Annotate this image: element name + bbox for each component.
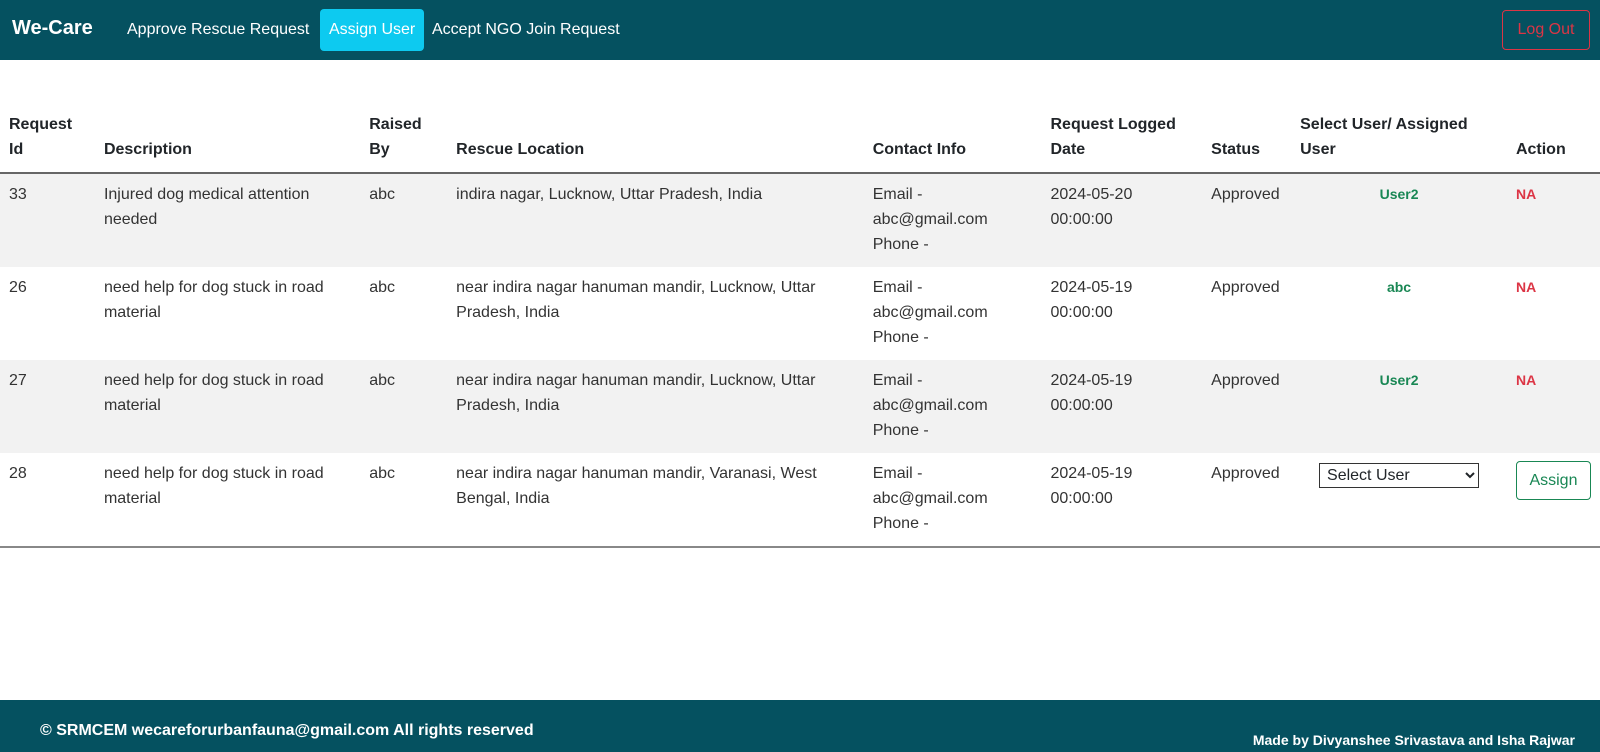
cell-action	[1507, 453, 1600, 547]
header-rescue-location: Rescue Location	[447, 106, 864, 173]
nav-approve-rescue-request[interactable]: Approve Rescue Request	[127, 21, 310, 38]
cell-description: need help for dog stuck in road material	[103, 372, 324, 414]
cell-action	[1507, 173, 1600, 267]
contact-phone-label: Phone -	[872, 236, 929, 253]
contact-email-label: Email -	[872, 372, 923, 389]
date-value: 2024-05-19	[1050, 465, 1133, 482]
cell-contact-info	[864, 360, 1042, 453]
cell-request-id: 26	[9, 279, 27, 296]
select-user-dropdown[interactable]	[1319, 463, 1479, 488]
header-select-user: Select User/ Assigned User	[1291, 106, 1507, 173]
cell-status: Approved	[1202, 453, 1291, 547]
cell-assigned-user	[1291, 360, 1507, 453]
cell-raised-by: abc	[369, 279, 396, 296]
table-header-row	[0, 106, 1600, 173]
contact-phone-label: Phone -	[872, 329, 929, 346]
cell-description: need help for dog stuck in road material	[103, 279, 324, 321]
cell-rescue-location: near indira nagar hanuman mandir, Lucknow, Uttar Pradesh, India	[456, 279, 816, 321]
header-description: Description	[95, 106, 360, 173]
logout-button[interactable]: Log Out	[1502, 10, 1590, 50]
contact-email: abc@gmail.com	[872, 304, 988, 321]
table-row	[0, 173, 1600, 267]
contact-email: abc@gmail.com	[872, 397, 988, 414]
contact-email-label: Email -	[872, 465, 923, 482]
cell-action	[1507, 267, 1600, 360]
assign-button[interactable]: Assign	[1516, 461, 1591, 500]
cell-rescue-location: near indira nagar hanuman mandir, Varanasi, West Bengal, India	[447, 453, 864, 547]
cell-assigned-user	[1291, 267, 1507, 360]
action-na-label: NA	[1515, 372, 1537, 388]
cell-contact-info	[864, 453, 1042, 547]
cell-request-id: 33	[9, 186, 27, 203]
nav-accept-ngo-join-request[interactable]: Accept NGO Join Request	[432, 21, 620, 38]
cell-assigned-user	[1291, 173, 1507, 267]
header-status: Status	[1202, 106, 1291, 173]
contact-email-label: Email -	[872, 186, 923, 203]
header-raised-by: Raised By	[360, 106, 447, 173]
table-row	[0, 267, 1600, 360]
cell-status: Approved	[1211, 279, 1280, 296]
assigned-user-label: abc	[1386, 279, 1412, 295]
cell-request-logged-date	[1042, 453, 1203, 547]
cell-raised-by: abc	[360, 453, 447, 547]
nav-assign-user[interactable]: Assign User	[320, 9, 424, 51]
rescue-requests-table	[0, 106, 1600, 548]
time-value: 00:00:00	[1050, 211, 1113, 228]
cell-request-logged-date	[1042, 360, 1203, 453]
cell-status: Approved	[1211, 186, 1280, 203]
contact-phone-label: Phone -	[872, 515, 929, 532]
cell-action	[1507, 360, 1600, 453]
cell-request-id: 27	[9, 372, 27, 389]
cell-rescue-location: indira nagar, Lucknow, Uttar Pradesh, India	[456, 186, 763, 203]
cell-description: need help for dog stuck in road material	[95, 453, 360, 547]
brand-logo[interactable]: We-Care	[12, 17, 93, 39]
action-na-label: NA	[1515, 186, 1537, 202]
contact-email-label: Email -	[872, 279, 923, 296]
header-request-id: Request Id	[0, 106, 95, 173]
footer-copyright: © SRMCEM wecareforurbanfauna@gmail.com All rights reserved	[40, 722, 534, 739]
cell-request-logged-date	[1042, 267, 1203, 360]
time-value: 00:00:00	[1050, 304, 1113, 321]
action-na-label: NA	[1515, 279, 1537, 295]
cell-request-id: 28	[0, 453, 95, 547]
assigned-user-label: User2	[1379, 372, 1419, 388]
date-value: 2024-05-19	[1050, 372, 1133, 389]
cell-contact-info	[864, 267, 1042, 360]
header-request-logged-date: Request Logged Date	[1042, 106, 1203, 173]
cell-raised-by: abc	[369, 372, 396, 389]
header-contact-info: Contact Info	[864, 106, 1042, 173]
cell-raised-by: abc	[369, 186, 396, 203]
header-action: Action	[1507, 106, 1600, 173]
date-value: 2024-05-19	[1050, 279, 1133, 296]
time-value: 00:00:00	[1050, 490, 1113, 507]
contact-phone-label: Phone -	[872, 422, 929, 439]
date-value: 2024-05-20	[1050, 186, 1133, 203]
cell-select-user	[1291, 453, 1507, 547]
cell-rescue-location: near indira nagar hanuman mandir, Lucknow, Uttar Pradesh, India	[456, 372, 816, 414]
cell-status: Approved	[1211, 372, 1280, 389]
time-value: 00:00:00	[1050, 397, 1113, 414]
cell-request-logged-date	[1042, 173, 1203, 267]
table-row	[0, 453, 1600, 547]
cell-contact-info	[864, 173, 1042, 267]
table-row	[0, 360, 1600, 453]
contact-email: abc@gmail.com	[872, 211, 988, 228]
assigned-user-label: User2	[1379, 186, 1419, 202]
contact-email: abc@gmail.com	[872, 490, 988, 507]
footer	[0, 700, 1600, 752]
cell-description: Injured dog medical attention needed	[103, 186, 310, 228]
navbar	[0, 0, 1600, 60]
footer-credits: Made by Divyanshee Srivastava and Isha Rajwar	[1252, 732, 1575, 748]
